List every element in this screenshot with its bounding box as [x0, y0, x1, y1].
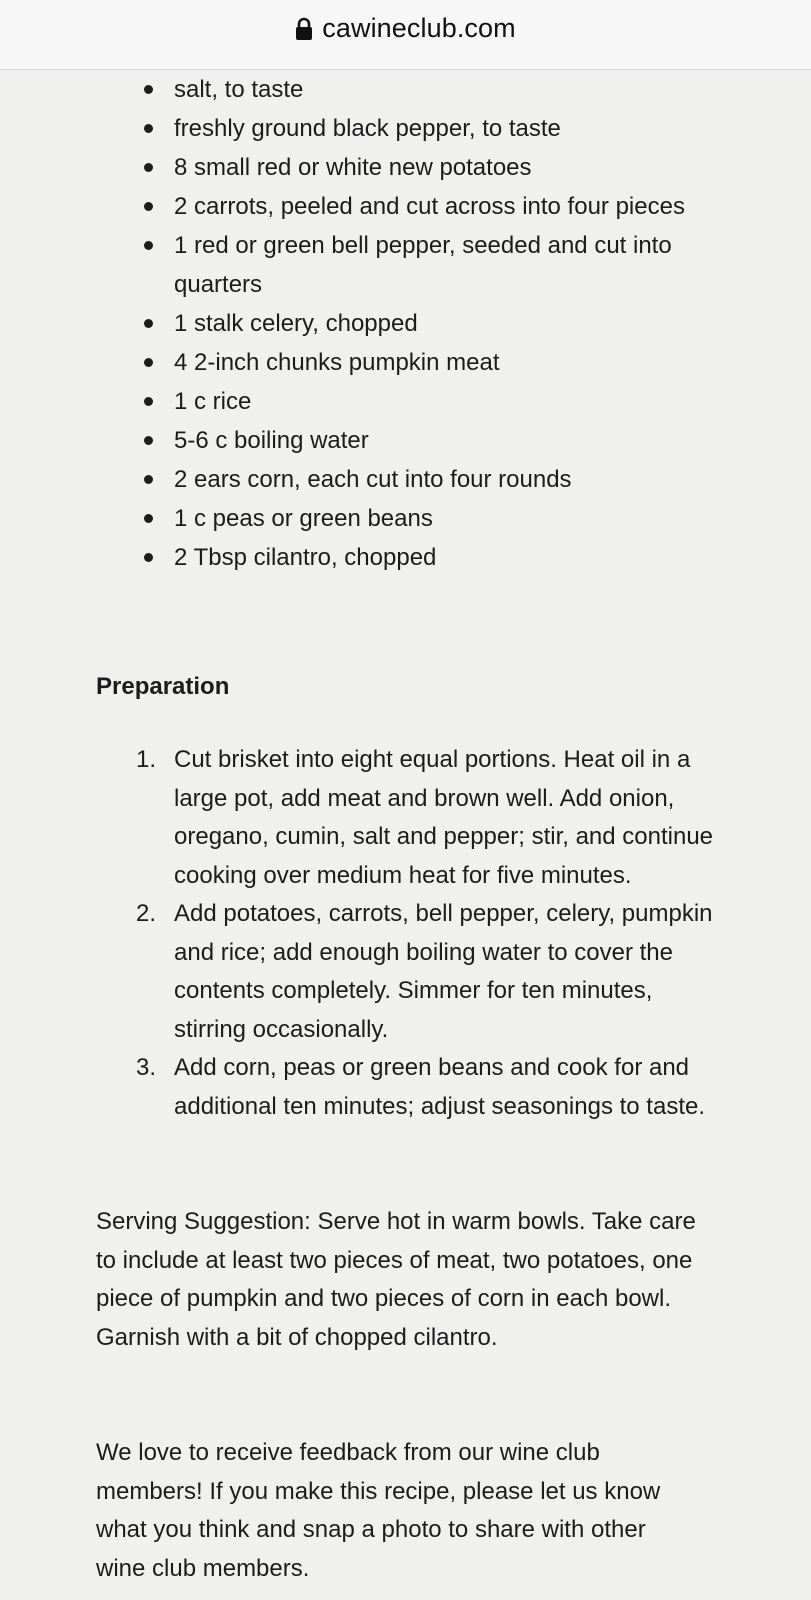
bullet-icon — [144, 397, 153, 406]
step-text: Add corn, peas or green beans and cook for and additional ten minutes; adjust seasonings to taste. — [174, 1054, 705, 1120]
step-number: 2. — [136, 900, 157, 927]
list-item: 5-6 c boiling water — [0, 421, 714, 460]
list-item: salt, to taste — [0, 70, 714, 109]
list-item — [0, 741, 714, 895]
bullet-icon — [144, 319, 153, 328]
list-item — [0, 1049, 714, 1126]
bullet-icon — [144, 553, 153, 562]
bullet-icon — [144, 163, 153, 172]
list-item: 1 c peas or green beans — [0, 499, 714, 538]
step-number: 3. — [136, 1054, 157, 1081]
bullet-icon — [144, 358, 153, 367]
bullet-icon — [144, 436, 153, 445]
bullet-icon — [144, 124, 153, 133]
list-item: 2 Tbsp cilantro, chopped — [0, 538, 714, 577]
browser-url-bar[interactable] — [0, 0, 811, 70]
url-text: cawineclub.com — [322, 13, 516, 43]
list-item: 2 ears corn, each cut into four rounds — [0, 460, 714, 499]
list-item: 1 red or green bell pepper, seeded and cut into quarters — [0, 226, 714, 304]
list-item — [0, 895, 714, 1049]
bullet-icon — [144, 85, 153, 94]
bullet-icon — [144, 202, 153, 211]
step-text: Cut brisket into eight equal portions. Heat oil in a large pot, add meat and brown well. Add onion, oregano, cumin, salt and pepper; stir, and continue cooking over medium heat for five minutes. — [174, 746, 714, 889]
bullet-icon — [144, 475, 153, 484]
list-item: 1 stalk celery, chopped — [0, 304, 714, 343]
lock-icon — [295, 17, 313, 41]
list-item: freshly ground black pepper, to taste — [0, 109, 714, 148]
list-item: 8 small red or white new potatoes — [0, 148, 714, 187]
step-text: Add potatoes, carrots, bell pepper, celery, pumpkin and rice; add enough boiling water to cover the contents completely. Simmer for ten minutes, stirring occasionally. — [174, 900, 713, 1043]
preparation-heading: Preparation — [96, 673, 230, 700]
ingredients-list — [0, 70, 811, 577]
list-item: 2 carrots, peeled and cut across into four pieces — [0, 187, 714, 226]
list-item: 1 c rice — [0, 382, 714, 421]
feedback-paragraph: We love to receive feedback from our wine club members! If you make this recipe, please let us know what you think and snap a photo to share with other wine club members. — [96, 1439, 661, 1582]
bullet-icon — [144, 514, 153, 523]
bullet-icon — [144, 241, 153, 250]
serving-suggestion: Serving Suggestion: Serve hot in warm bowls. Take care to include at least two pieces of meat, two potatoes, one piece of pumpkin and two pieces of corn in each bowl. Garnish with a bit of chopped cilantro. — [96, 1208, 696, 1351]
step-number: 1. — [136, 746, 157, 773]
preparation-steps — [0, 741, 811, 1126]
url-display[interactable] — [295, 13, 516, 44]
list-item: 4 2-inch chunks pumpkin meat — [0, 343, 714, 382]
